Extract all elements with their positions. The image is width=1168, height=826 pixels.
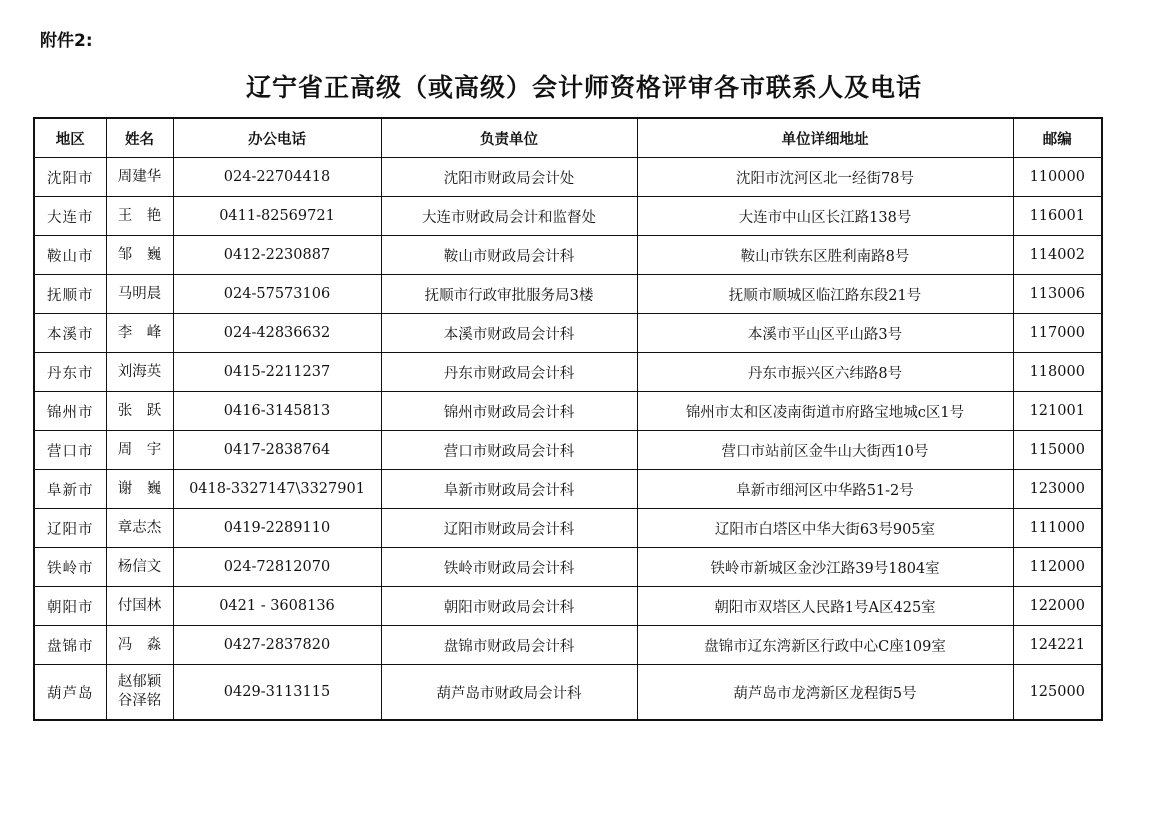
region-cell: 铁岭市 [34,548,106,587]
unit-cell: 辽阳市财政局会计科 [381,509,637,548]
table-row [34,509,1102,548]
region-cell: 锦州市 [34,392,106,431]
region-cell: 大连市 [34,197,106,236]
table-row [34,314,1102,353]
phone-cell: 024-72812070 [173,548,381,587]
name-cell: 马明晨 [106,275,173,314]
name-cell: 冯 淼 [106,626,173,665]
address-cell: 大连市中山区长江路138号 [637,197,1013,236]
region-cell: 抚顺市 [34,275,106,314]
header-postcode: 邮编 [1013,118,1102,158]
name-cell: 刘海英 [106,353,173,392]
region-cell: 葫芦岛 [34,665,106,721]
unit-cell: 铁岭市财政局会计科 [381,548,637,587]
table-row [34,158,1102,197]
header-address: 单位详细地址 [637,118,1013,158]
attachment-label: 附件2: [40,31,93,51]
address-cell: 盘锦市辽东湾新区行政中心C座109室 [637,626,1013,665]
postcode-cell: 124221 [1013,626,1102,665]
address-cell: 本溪市平山区平山路3号 [637,314,1013,353]
address-cell: 营口市站前区金牛山大街西10号 [637,431,1013,470]
name-cell: 谢 巍 [106,470,173,509]
region-cell: 阜新市 [34,470,106,509]
phone-cell: 0427-2837820 [173,626,381,665]
table-row [34,275,1102,314]
name-cell: 付国林 [106,587,173,626]
postcode-cell: 112000 [1013,548,1102,587]
region-cell: 丹东市 [34,353,106,392]
phone-cell: 0415-2211237 [173,353,381,392]
region-cell: 沈阳市 [34,158,106,197]
name-cell: 张 跃 [106,392,173,431]
header-name: 姓名 [106,118,173,158]
address-cell: 葫芦岛市龙湾新区龙程街5号 [637,665,1013,721]
name-cell: 王 艳 [106,197,173,236]
region-cell: 盘锦市 [34,626,106,665]
postcode-cell: 115000 [1013,431,1102,470]
table-row [34,197,1102,236]
table-row [34,353,1102,392]
unit-cell: 朝阳市财政局会计科 [381,587,637,626]
postcode-cell: 118000 [1013,353,1102,392]
phone-cell: 024-57573106 [173,275,381,314]
address-cell: 鞍山市铁东区胜利南路8号 [637,236,1013,275]
address-cell: 抚顺市顺城区临江路东段21号 [637,275,1013,314]
region-cell: 本溪市 [34,314,106,353]
address-cell: 铁岭市新城区金沙江路39号1804室 [637,548,1013,587]
table-row [34,665,1102,721]
document-title: 辽宁省正高级（或高级）会计师资格评审各市联系人及电话 [245,73,922,102]
unit-cell: 抚顺市行政审批服务局3楼 [381,275,637,314]
postcode-cell: 125000 [1013,665,1102,721]
phone-cell: 0429-3113115 [173,665,381,721]
unit-cell: 阜新市财政局会计科 [381,470,637,509]
postcode-cell: 113006 [1013,275,1102,314]
unit-cell: 沈阳市财政局会计处 [381,158,637,197]
phone-cell: 0412-2230887 [173,236,381,275]
name-cell: 赵郁颖 谷泽铭 [106,665,173,721]
postcode-cell: 110000 [1013,158,1102,197]
unit-cell: 锦州市财政局会计科 [381,392,637,431]
name-cell: 邹 巍 [106,236,173,275]
address-cell: 朝阳市双塔区人民路1号A区425室 [637,587,1013,626]
name-cell: 杨信文 [106,548,173,587]
header-unit: 负责单位 [381,118,637,158]
name-cell: 周 宇 [106,431,173,470]
phone-cell: 0421 - 3608136 [173,587,381,626]
contacts-table [33,117,1103,721]
table-row [34,470,1102,509]
header-region: 地区 [34,118,106,158]
name-cell: 周建华 [106,158,173,197]
table-row [34,392,1102,431]
postcode-cell: 116001 [1013,197,1102,236]
table-row [34,431,1102,470]
postcode-cell: 114002 [1013,236,1102,275]
unit-cell: 丹东市财政局会计科 [381,353,637,392]
unit-cell: 大连市财政局会计和监督处 [381,197,637,236]
phone-cell: 0417-2838764 [173,431,381,470]
address-cell: 阜新市细河区中华路51-2号 [637,470,1013,509]
postcode-cell: 117000 [1013,314,1102,353]
phone-cell: 024-42836632 [173,314,381,353]
unit-cell: 盘锦市财政局会计科 [381,626,637,665]
phone-cell: 0411-82569721 [173,197,381,236]
postcode-cell: 123000 [1013,470,1102,509]
address-cell: 沈阳市沈河区北一经街78号 [637,158,1013,197]
table-row [34,587,1102,626]
name-cell: 李 峰 [106,314,173,353]
region-cell: 营口市 [34,431,106,470]
unit-cell: 葫芦岛市财政局会计科 [381,665,637,721]
postcode-cell: 122000 [1013,587,1102,626]
table-header-row [34,118,1102,158]
region-cell: 鞍山市 [34,236,106,275]
unit-cell: 营口市财政局会计科 [381,431,637,470]
postcode-cell: 121001 [1013,392,1102,431]
phone-cell: 024-22704418 [173,158,381,197]
address-cell: 辽阳市白塔区中华大街63号905室 [637,509,1013,548]
table-row [34,626,1102,665]
unit-cell: 鞍山市财政局会计科 [381,236,637,275]
region-cell: 辽阳市 [34,509,106,548]
phone-cell: 0418-3327147\3327901 [173,470,381,509]
table-body [34,158,1102,721]
unit-cell: 本溪市财政局会计科 [381,314,637,353]
header-phone: 办公电话 [173,118,381,158]
table-row [34,236,1102,275]
address-cell: 丹东市振兴区六纬路8号 [637,353,1013,392]
region-cell: 朝阳市 [34,587,106,626]
name-cell: 章志杰 [106,509,173,548]
phone-cell: 0416-3145813 [173,392,381,431]
address-cell: 锦州市太和区凌南街道市府路宝地城c区1号 [637,392,1013,431]
table-row [34,548,1102,587]
phone-cell: 0419-2289110 [173,509,381,548]
postcode-cell: 111000 [1013,509,1102,548]
